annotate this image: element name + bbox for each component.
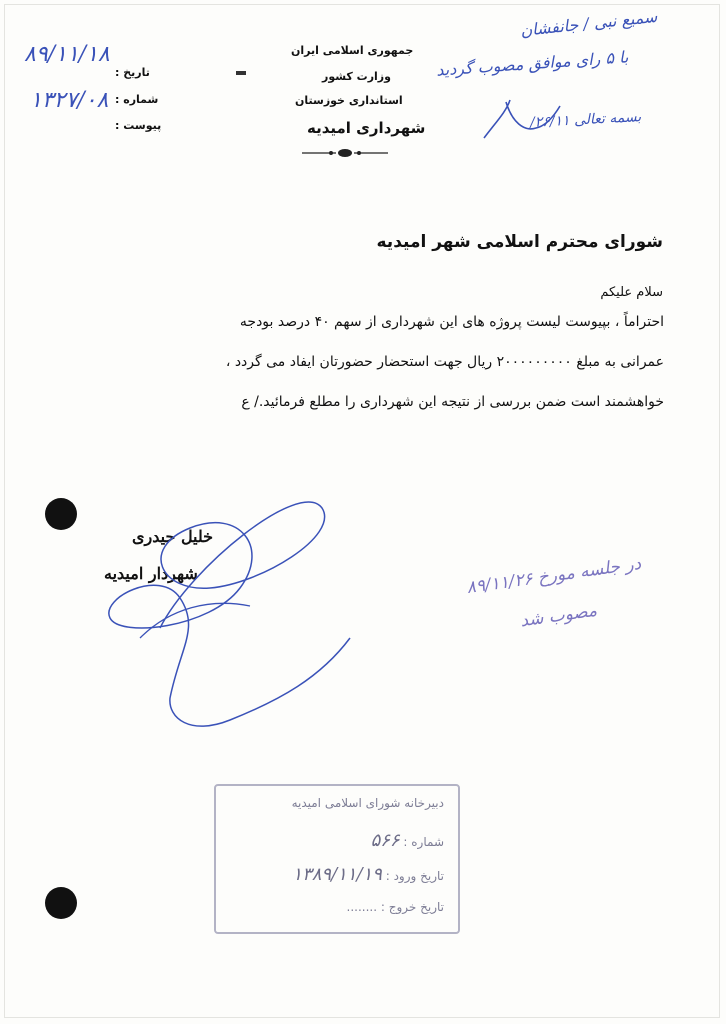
date-value: ۸۹/۱۱/۱۸ xyxy=(24,42,110,67)
number-value: ۱۳۲۷/۰۸ xyxy=(30,88,109,113)
paragraph-line-2: عمرانی به مبلغ ۲۰۰۰۰۰۰۰۰۰ ریال جهت استحضار حضورتان ایفاد می گردد ، xyxy=(225,354,664,370)
stamp-exit-label: تاریخ خروج : xyxy=(380,900,444,914)
header-municipality: شهرداری امیدیه xyxy=(307,119,426,137)
stamp-exit-value: ........ xyxy=(346,900,378,914)
paragraph-line-3: خواهشمند است ضمن بررسی از نتیجه این شهرداری را مطلع فرمائید./ ع xyxy=(241,394,664,410)
note-line-1: سمیع نبی / جانفشان xyxy=(519,6,659,41)
header-province: استانداری خوزستان xyxy=(295,94,403,107)
punch-hole-top xyxy=(45,498,77,530)
header-ministry: وزارت کشور xyxy=(322,70,391,83)
header-mark xyxy=(236,71,246,75)
number-label: شماره : xyxy=(115,93,159,106)
date-label: تاریخ : xyxy=(115,66,150,79)
stamp-title: دبیرخانه شورای اسلامی امیدیه xyxy=(291,796,444,810)
punch-hole-bottom xyxy=(45,887,77,919)
note-approval-scribble xyxy=(476,92,566,148)
side-note-line-2: مصوب شد xyxy=(518,600,599,632)
recipient-heading: شورای محترم اسلامی شهر امیدیه xyxy=(376,232,663,252)
salutation: سلام علیکم xyxy=(600,285,663,300)
note-line-3: بسمه تعالی ۲۶/۱۱/ xyxy=(529,109,642,131)
stamp-entry-label: تاریخ ورود : xyxy=(385,869,444,883)
stamp-entry-value: ۱۳۸۹/۱۱/۱۹ xyxy=(292,864,382,885)
header-country: جمهوری اسلامی ایران xyxy=(291,44,414,57)
council-stamp xyxy=(214,784,460,934)
header-ornament xyxy=(300,146,390,160)
stamp-number-label: شماره : xyxy=(403,835,444,849)
signatory-title: شهردار امیدیه xyxy=(104,564,198,583)
side-note-line-1: در جلسه مورخ ۸۹/۱۱/۲۶ xyxy=(465,553,643,599)
attachment-label: پیوست : xyxy=(115,119,162,132)
stamp-number-value: ۵۶۶ xyxy=(370,830,400,851)
signatory-name: خلیل حیدری xyxy=(132,527,214,546)
paragraph-line-1: احتراماً ، بپیوست لیست پروژه های این شهرداری از سهم ۴۰ درصد بودجه xyxy=(239,314,664,330)
mayor-signature xyxy=(100,488,360,738)
note-line-2: با ۵ رای موافق مصوب گردید xyxy=(435,47,629,80)
